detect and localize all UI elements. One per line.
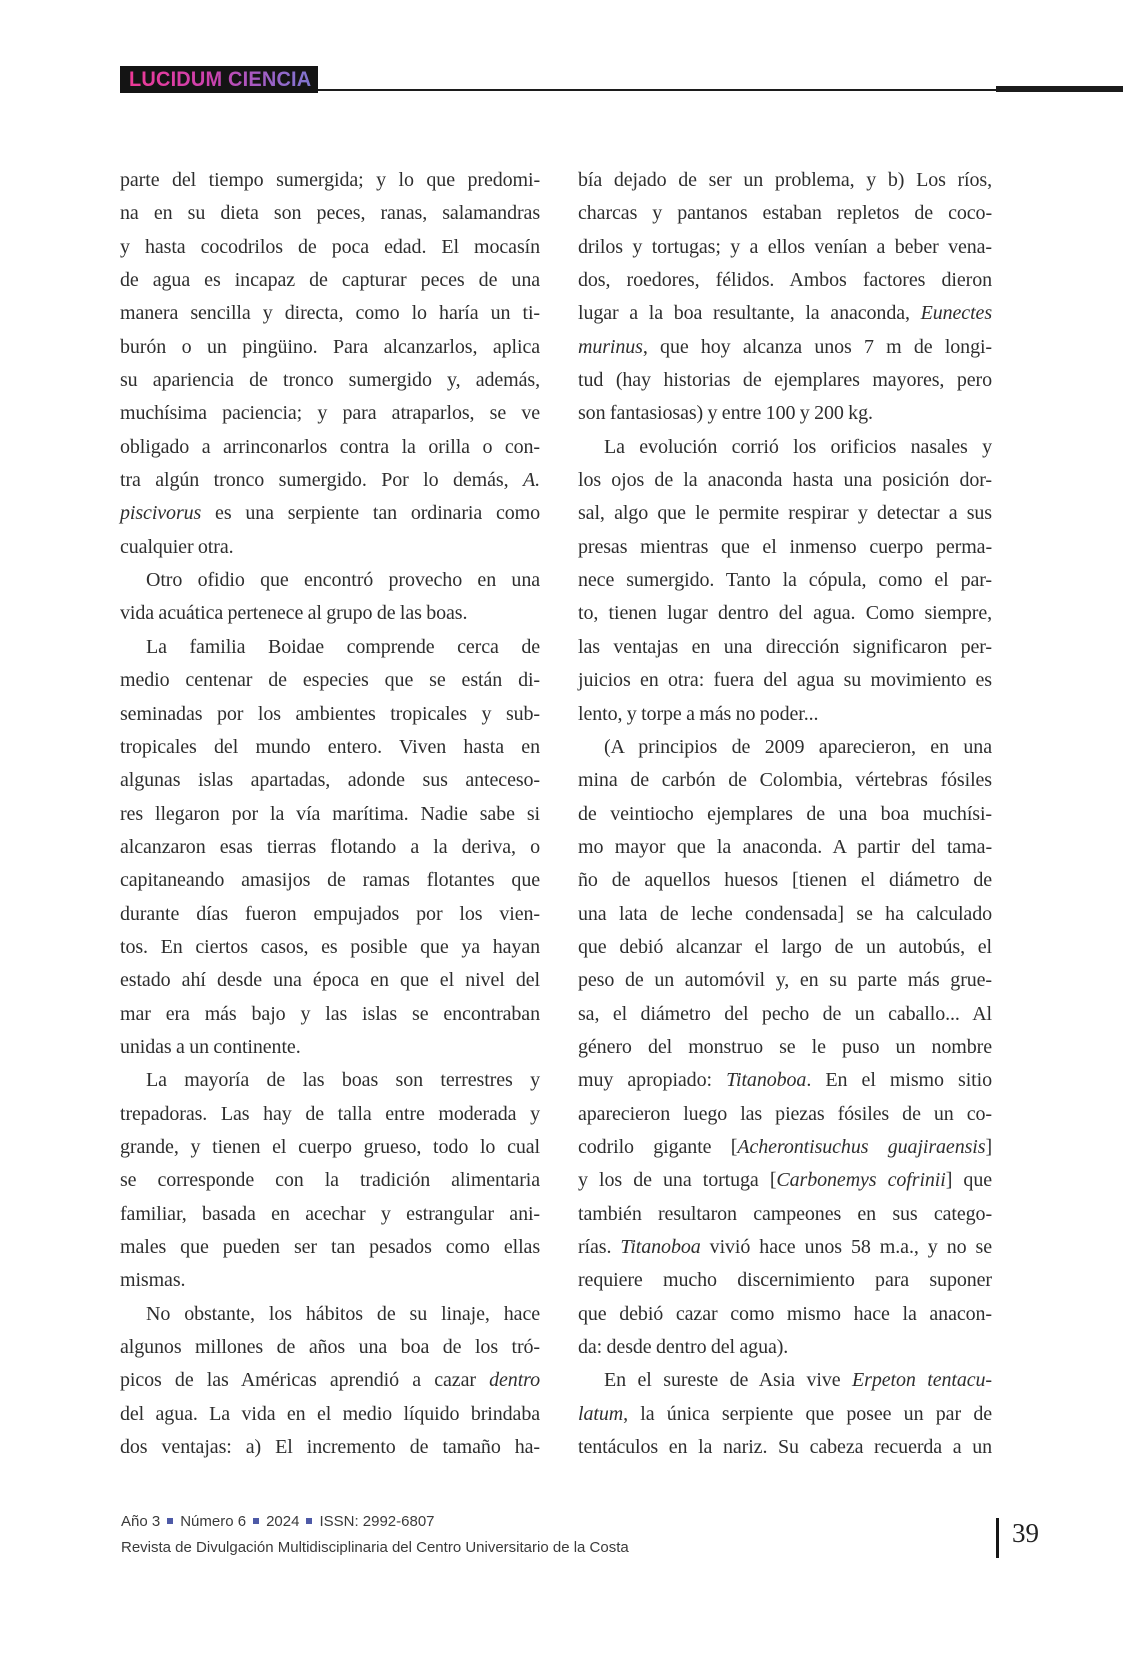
text-line: lento, y torpe a más no poder... [578, 702, 819, 725]
text-line: juicios en otra: fuera del agua su movimiento es [578, 669, 992, 692]
text-line: charcas y pantanos estaban repletos de coco- [578, 202, 992, 225]
text-line: bía dejado de ser un problema, y b) Los ríos, [578, 169, 992, 191]
text-line: de agua es incapaz de capturar peces de una [120, 269, 540, 292]
text-line: ño de aquellos huesos [tienen el diámetro de [578, 869, 992, 892]
text-line: sal, algo que le permite respirar y detectar a sus [578, 502, 992, 525]
text-line: tos. En ciertos casos, es posible que ya hayan [120, 935, 540, 958]
text-line: algunas islas apartadas, adonde sus anteceso- [120, 769, 540, 792]
text-line: En el sureste de Asia vive Erpeton tentacu- [604, 1369, 992, 1392]
text-line: muchísima paciencia; y para atraparlos, se ve [120, 402, 540, 425]
text-line: los ojos de la anaconda hasta una posición dor- [578, 469, 992, 492]
text-line: que debió cazar como mismo hace la anacon- [578, 1302, 992, 1325]
text-line: La evolución corrió los orificios nasales y [604, 435, 992, 458]
text-line: se corresponde con la tradición alimentaria [120, 1169, 540, 1192]
text-line: y hasta cocodrilos de poca edad. El mocasín [120, 235, 540, 258]
text-line: nece sumergido. Tanto la cópula, como el par- [578, 569, 992, 592]
text-line: mismas. [120, 1269, 186, 1292]
text-line: mar era más bajo y las islas se encontraban [120, 1002, 540, 1025]
text-line: son fantasiosas) y entre 100 y 200 kg. [578, 402, 873, 425]
text-line: y los de una tortuga [Carbonemys cofrinii] que [578, 1169, 992, 1192]
bullet-separator-icon [167, 1518, 173, 1524]
text-line: No obstante, los hábitos de su linaje, hace [146, 1302, 540, 1325]
text-line: mina de carbón de Colombia, vértebras fósiles [578, 769, 992, 792]
text-line: na en su dieta son peces, ranas, salamandras [120, 202, 540, 225]
text-line: algunos millones de años una boa de los tró- [120, 1336, 540, 1359]
text-line: rías. Titanoboa vivió hace unos 58 m.a., y no se [578, 1236, 992, 1258]
text-line: del agua. La vida en el medio líquido brindaba [120, 1402, 540, 1425]
header-rule-thick [996, 86, 1123, 92]
text-line: burón o un pingüino. Para alcanzarlos, aplica [120, 335, 540, 358]
header-rule-thin [318, 89, 996, 91]
magazine-title: LUCIDUM CIENCIA [129, 67, 312, 91]
bullet-separator-icon [306, 1518, 312, 1524]
text-line: familiar, basada en acechar y estrangular ani- [120, 1202, 540, 1225]
text-line: lugar a la boa resultante, la anaconda, Eunectes [578, 302, 992, 325]
text-line: res llegaron por la vía marítima. Nadie sabe si [120, 802, 540, 825]
magazine-banner [120, 66, 318, 93]
text-line: peso de un automóvil y, en su parte más grue- [578, 969, 992, 992]
text-line: aparecieron luego las piezas fósiles de un co- [578, 1102, 992, 1125]
text-line: to, tienen lugar dentro del agua. Como siempre, [578, 602, 992, 625]
text-line: piscivorus es una serpiente tan ordinaria como [120, 502, 540, 525]
text-line: murinus, que hoy alcanza unos 7 m de longi- [578, 335, 992, 358]
text-line: una lata de leche condensada] se ha calculado [578, 902, 992, 925]
text-line: alcanzaron esas tierras flotando a la deriva, o [120, 835, 540, 858]
text-line: durante días fueron empujados por los vien- [120, 902, 540, 925]
text-line: presas mientras que el inmenso cuerpo perma- [578, 535, 992, 558]
text-line: parte del tiempo sumergida; y lo que predomi- [120, 169, 540, 191]
text-line: muy apropiado: Titanoboa. En el mismo sitio [578, 1069, 992, 1092]
text-line: sa, el diámetro del pecho de un caballo... Al [578, 1002, 992, 1025]
text-line: género del monstruo se le puso un nombre [578, 1035, 992, 1058]
text-line: medio centenar de especies que se están di- [120, 669, 540, 692]
text-line: tentáculos en la nariz. Su cabeza recuerda a un [578, 1436, 992, 1459]
text-line: capitaneando amasijos de ramas flotantes que [120, 869, 540, 892]
issue-meta-item: ISSN: 2992-6807 [319, 1513, 435, 1530]
text-line: de veintiocho ejemplares de una boa muchísi- [578, 802, 992, 825]
journal-name: Revista de Divulgación Multidisciplinaria del Centro Universitario de la Costa [121, 1539, 629, 1556]
text-line: seminadas por los ambientes tropicales y sub- [120, 702, 540, 725]
text-line: da: desde dentro del agua). [578, 1336, 789, 1359]
text-line: las ventajas en una dirección significaron per- [578, 635, 992, 658]
text-line: codrilo gigante [Acherontisuchus guajiraensis] [578, 1135, 992, 1158]
page-number: 39 [1012, 1518, 1039, 1548]
issue-meta [121, 1513, 435, 1530]
issue-meta-item: Número 6 [180, 1513, 247, 1530]
text-line: grande, y tienen el cuerpo grueso, todo lo cual [120, 1135, 540, 1158]
text-line: manera sencilla y directa, como lo haría un ti- [120, 302, 540, 325]
text-line: mo mayor que la anaconda. A partir del tama- [578, 835, 992, 858]
text-line: latum, la única serpiente que posee un par de [578, 1402, 992, 1425]
issue-meta-item: Año 3 [121, 1513, 161, 1530]
text-line: trepadoras. Las hay de talla entre moderada y [120, 1102, 540, 1125]
text-line: La mayoría de las boas son terrestres y [146, 1069, 540, 1092]
page-number-divider [996, 1518, 999, 1558]
text-line: picos de las Américas aprendió a cazar dentro [120, 1369, 540, 1392]
text-line: La familia Boidae comprende cerca de [146, 635, 540, 658]
text-line: dos ventajas: a) El incremento de tamaño ha- [120, 1436, 540, 1459]
text-line: Otro ofidio que encontró provecho en una [146, 569, 540, 592]
text-line: que debió alcanzar el largo de un autobús, el [578, 935, 992, 958]
text-line: dos, roedores, félidos. Ambos factores dieron [578, 269, 992, 292]
bullet-separator-icon [253, 1518, 259, 1524]
text-line: males que pueden ser tan pesados como ellas [120, 1236, 540, 1258]
text-line: tud (hay historias de ejemplares mayores, pero [578, 369, 992, 392]
text-line: estado ahí desde una época en que el nivel del [120, 969, 540, 992]
text-line: también resultaron campeones en sus catego- [578, 1202, 992, 1225]
text-line: drilos y tortugas; y a ellos venían a beber vena- [578, 235, 992, 258]
article-column-right [578, 164, 992, 1464]
text-line: obligado a arrinconarlos contra la orilla o con- [120, 435, 540, 458]
text-line: vida acuática pertenece al grupo de las boas. [120, 602, 468, 625]
text-line: cualquier otra. [120, 535, 234, 558]
article-column-left [120, 164, 540, 1464]
text-line: requiere mucho discernimiento para suponer [578, 1269, 992, 1292]
text-line: tra algún tronco sumergido. Por lo demás, A. [120, 469, 540, 492]
text-line: tropicales del mundo entero. Viven hasta en [120, 735, 540, 758]
text-line: unidas a un continente. [120, 1035, 301, 1058]
text-line: su apariencia de tronco sumergido y, además, [120, 369, 540, 392]
text-line: (A principios de 2009 aparecieron, en una [604, 735, 992, 758]
issue-meta-item: 2024 [266, 1513, 300, 1530]
